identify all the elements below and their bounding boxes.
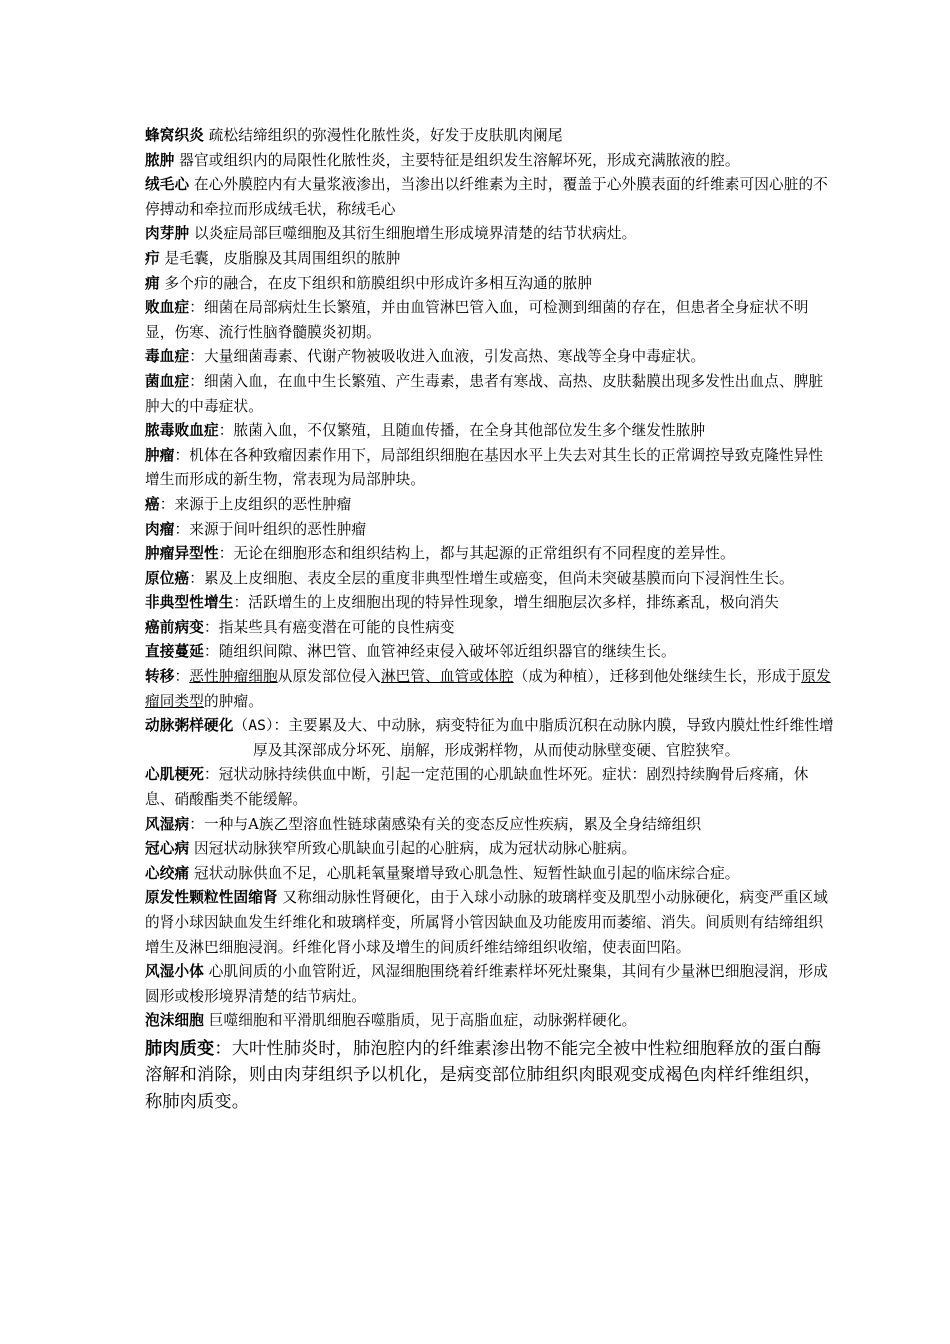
entry-term: 转移 [145,668,175,686]
entry-paomoxibao [145,1009,835,1034]
entry-definition: 机体在各种致瘤因素作用下，局部组织细胞在基因水平上失去对其生长的正常调控导致克隆性异性增生而形成的新生物，常表现为局部肿块。 [145,446,824,489]
entry-rouyazhong [145,222,835,247]
entry-term: 绒毛心 [145,176,190,194]
entry-definition: 冠状动脉供血不足，心肌耗氧量聚增导致心肌急性、短暂性缺血引起的临床综合症。 [194,864,740,882]
entry-fengwozhiyan [145,124,835,149]
entry-ai: 癌：来源于上皮组织的恶性肿瘤 [145,495,352,513]
entry-yuanweiai: 原位癌：累及上皮细胞、表皮全层的重度非典型性增生或癌变，但尚未突破基膜而向下浸润性生长。 [145,569,794,587]
entry-term: 痈 [145,274,160,292]
entry-term: 原发性颗粒性固缩肾 [145,889,278,907]
entry-term: 败血症 [145,299,190,317]
entry-term: 心肌梗死 [145,766,204,784]
entry-fengshixiaoti [145,960,835,1009]
entry-baixuezheng: 败血症：细菌在局部病灶生长繁殖，并由血管淋巴管入血，可检测到细菌的存在，但患者全身症状不明显，伤寒、流行性脑脊髓膜炎初期。 [145,299,809,341]
entry-term: 癌 [145,495,160,513]
entry-term: 脓肿 [145,151,175,169]
entry-term: 肉瘤 [145,520,175,538]
entry-dongmaizhouyangyinghua: 动脉粥样硬化（AS）：主要累及大、中动脉，病变特征为血中脂质沉积在动脉内膜，导致内膜灶性纤维性增厚及其深部成分坏死、崩解，形成粥样物，从而使动脉壁变硬、官腔狭窄。 [145,717,834,759]
entry-term: 毒血症 [145,348,190,366]
entry-definition: 巨噬细胞和平滑肌细胞吞噬脂质，见于高脂血症，动脉粥样硬化。 [208,1012,637,1030]
entry-term: 泡沫细胞 [145,1012,204,1030]
entry-definition: 随组织间隙、淋巴管、血管神经束侵入破坏邻近组织器官的继续生长。 [218,643,676,661]
entry-rouliu: 肉瘤：来源于间叶组织的恶性肿瘤 [145,520,367,538]
underlined-phrase: 淋巴管、血管或体腔 [380,668,514,686]
entry-definition: 是毛囊，皮脂腺及其周围组织的脓肿 [164,249,401,267]
entry-definition: 大叶性肺炎时，肺泡腔内的纤维素渗出物不能完全被中性粒细胞释放的蛋白酶溶解和消除，则由肉芽组织予以机化，是病变部位肺组织肉眼观变成褐色肉样纤维组织，称肺肉质变。 [145,1038,822,1112]
entry-xinjiaotong [145,862,835,887]
entry-definition: 累及上皮细胞、表皮全层的重度非典型性增生或癌变，但尚未突破基膜而向下浸润性生长。 [203,569,794,587]
entry-rongmaoxin [145,173,835,222]
entry-feidianxingxingzengsheng: 非典型性增生：活跃增生的上皮细胞出现的特异性现象，增生细胞层次多样，排练紊乱，极向消失 [145,594,779,612]
entry-xinjigengsi: 心肌梗死：冠状动脉持续供血中断，引起一定范围的心肌缺血性坏死。症状：剧烈持续胸骨后疼痛，休息、硝酸酯类不能缓解。 [145,766,809,809]
entry-definition: 疏松结缔组织的弥漫性化脓性炎，好发于皮肤肌肉阑尾 [208,127,563,144]
entry-fengshibing: 风湿病：一种与A族乙型溶血性链球菌感染有关的变态反应性疾病，累及全身结缔组织 [145,815,702,833]
entry-definition: 来源于间叶组织的恶性肿瘤 [189,520,367,538]
entry-definition: 心肌间质的小血管附近，风湿细胞围绕着纤维素样坏死灶聚集，其间有少量淋巴细胞浸润，形成圆形或梭形境界清楚的结节病灶。 [145,963,829,1005]
entry-term: 肺肉质变 [145,1038,215,1059]
entry-definition: 主要累及大、中动脉，病变特征为血中脂质沉积在动脉内膜，导致内膜灶性纤维性增厚及其深部成分坏死、崩解，形成粥样物，从而使动脉壁变硬、官腔狭窄。 [253,717,834,759]
entry-term: 非典型性增生 [145,594,234,612]
entry-yong [145,272,835,297]
entry-zhijiemanyan: 直接蔓延：随组织间隙、淋巴管、血管神经束侵入破坏邻近组织器官的继续生长。 [145,643,676,661]
entry-guanxinbing [145,837,835,862]
entry-definition: 大量细菌毒素、代谢产物被吸收进入血液，引发高热、寒战等全身中毒症状。 [203,348,706,366]
entry-definition: 细菌在局部病灶生长繁殖，并由血管淋巴管入血，可检测到细菌的存在，但患者全身症状不明显，伤寒、流行性脑脊髓膜炎初期。 [145,299,809,341]
entry-zhongliuyixingxing: 肿瘤异型性：无论在细胞形态和组织结构上，都与其起源的正常组织有不同程度的差异性。 [145,545,735,563]
entry-yuanfaxingkelixinggusuoshen [145,886,835,960]
entry-term: 动脉粥样硬化 [145,717,234,735]
entry-term: 心绞痛 [145,864,190,882]
entry-definition: 脓菌入血，不仅繁殖，且随血传播，在全身其他部位发生多个继发性脓肿 [233,422,706,440]
entry-definition: 细菌入血，在血中生长繁殖、产生毒素，患者有寒战、高热、皮肤黏膜出现多发性出血点、脾脏肿大的中毒症状。 [145,372,824,415]
entry-zhuanyi: 转移：恶性肿瘤细胞从原发部位侵入淋巴管、血管或体腔（成为种植），迁移到他处继续生长，形成于原发瘤同类型的肿瘤。 [145,668,831,710]
entry-definition: 器官或组织内的局限性化脓性炎，主要特征是组织发生溶解坏死，形成充满脓液的腔。 [179,151,740,169]
entry-definition: 多个疖的融合，在皮下组织和筋膜组织中形成许多相互沟通的脓肿 [164,274,593,292]
entry-duxuezheng: 毒血症：大量细菌毒素、代谢产物被吸收进入血液，引发高热、寒战等全身中毒症状。 [145,348,706,366]
entry-term: 风湿小体 [145,963,204,981]
entry-term: 肿瘤 [145,446,175,464]
entry-jie [145,247,835,272]
entry-term: 肿瘤异型性 [145,545,219,563]
entry-term: 冠心病 [145,840,190,858]
entry-term: 疖 [145,249,160,267]
entry-term: 癌前病变 [145,618,204,636]
entry-definition: 又称细动脉性肾硬化，由于入球小动脉的玻璃样变及肌型小动脉硬化，病变严重区域的肾小球因缺血发生纤维化和玻璃样变，所属肾小管因缺血及功能废用而萎缩、消失。间质则有结缔组织增生及淋巴细胞浸润。纤维化肾小球及增生的间质纤维结缔组织收缩，使表面凹陷。 [145,889,829,956]
entry-aiqianbingbian: 癌前病变：指某些具有癌变潜在可能的良性病变 [145,618,455,636]
entry-zhongliu: 肿瘤：机体在各种致瘤因素作用下，局部组织细胞在基因水平上失去对其生长的正常调控导致克隆性异性增生而形成的新生物，常表现为局部肿块。 [145,446,824,489]
entry-definition: 活跃增生的上皮细胞出现的特异性现象，增生细胞层次多样，排练紊乱，极向消失 [248,594,779,612]
entry-nongdubaixuezheng: 脓毒败血症：脓菌入血，不仅繁殖，且随血传播，在全身其他部位发生多个继发性脓肿 [145,422,706,440]
entry-definition: 以炎症局部巨噬细胞及其衍生细胞增生形成境界清楚的结节状病灶。 [194,225,637,243]
underlined-phrase: 原发瘤同类型 [145,668,831,710]
entry-term: 风湿病 [145,815,190,833]
entry-abbreviation: （AS） [233,717,274,735]
glossary [145,124,835,1115]
entry-definition: 在心外膜腔内有大量浆液渗出，当渗出以纤维素为主时，覆盖于心外膜表面的纤维素可因心脏的不停搏动和牵拉而形成绒毛状，称绒毛心 [145,176,829,218]
entry-definition: 冠状动脉持续供血中断，引起一定范围的心肌缺血性坏死。症状：剧烈持续胸骨后疼痛，休息、硝酸酯类不能缓解。 [145,766,809,809]
entry-definition: 因冠状动脉狭窄所致心肌缺血引起的心脏病，成为冠状动脉心脏病。 [194,840,637,858]
underlined-phrase: 恶性肿瘤细胞 [189,668,278,686]
entry-term: 脓毒败血症 [145,422,219,440]
entry-definition: 指某些具有癌变潜在可能的良性病变 [218,618,455,636]
entry-term: 蜂窝织炎 [145,127,204,144]
entry-term: 肉芽肿 [145,225,190,243]
entry-definition: 无论在细胞形态和组织结构上，都与其起源的正常组织有不同程度的差异性。 [233,545,735,563]
entry-junxuezheng: 菌血症：细菌入血，在血中生长繁殖、产生毒素，患者有寒战、高热、皮肤黏膜出现多发性出血点、脾脏肿大的中毒症状。 [145,372,824,415]
entry-term: 原位癌 [145,569,190,587]
entry-feirouzhibian: 肺肉质变：大叶性肺炎时，肺泡腔内的纤维素渗出物不能完全被中性粒细胞释放的蛋白酶溶解和消除，则由肉芽组织予以机化，是病变部位肺组织肉眼观变成褐色肉样纤维组织，称肺肉质变。 [145,1038,822,1112]
entry-term: 直接蔓延 [145,643,204,661]
entry-definition: 一种与A族乙型溶血性链球菌感染有关的变态反应性疾病，累及全身结缔组织 [203,815,702,833]
entry-definition: 来源于上皮组织的恶性肿瘤 [174,495,352,513]
entry-term: 菌血症 [145,372,190,390]
entry-nongzhong [145,149,835,174]
